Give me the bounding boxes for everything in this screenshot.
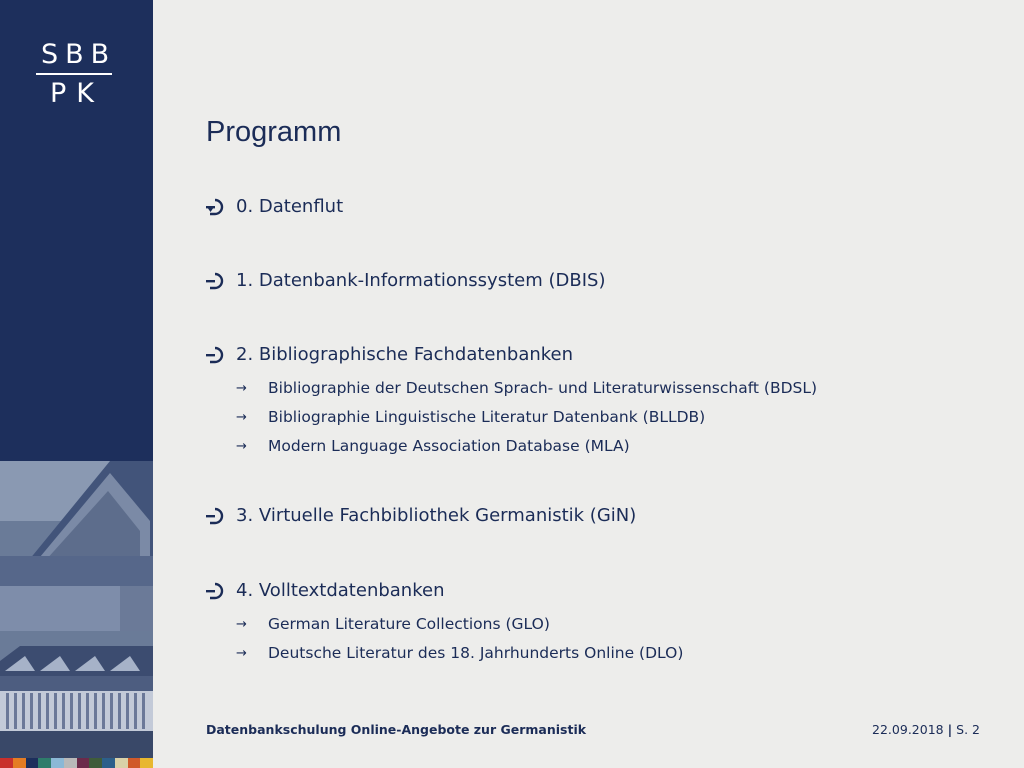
curved-arrow-icon <box>206 581 236 601</box>
logo-bottom-text: PK <box>50 78 104 109</box>
curved-arrow-icon <box>206 271 236 291</box>
arrow-right-icon: → <box>236 438 247 454</box>
logo-rule <box>36 73 112 75</box>
list-item-datenflut <box>206 196 343 217</box>
color-stripe-segment <box>128 758 141 768</box>
sub-item-label: Deutsche Literatur des 18. Jahrhunderts Online (DLO) <box>268 644 684 662</box>
sbb-pk-logo <box>36 39 117 109</box>
color-stripe-segment <box>77 758 90 768</box>
logo-top-text: SBB <box>41 39 117 70</box>
list-item-fachdatenbanken <box>206 344 573 365</box>
color-stripe-segment <box>0 758 13 768</box>
list-item-label: 4. Volltextdatenbanken <box>236 580 445 601</box>
sub-item-blldb <box>236 408 705 426</box>
curved-arrow-icon <box>206 506 236 526</box>
color-stripe-segment <box>102 758 115 768</box>
list-item-label: 0. Datenflut <box>236 196 344 217</box>
color-stripe-segment <box>89 758 102 768</box>
list-item-label: 2. Bibliographische Fachdatenbanken <box>236 344 574 365</box>
sub-item-dlo <box>236 644 683 662</box>
color-stripe-segment <box>140 758 153 768</box>
sub-item-label: Bibliographie der Deutschen Sprach- und Literaturwissenschaft (BDSL) <box>268 379 818 397</box>
sidebar <box>0 0 153 768</box>
list-item-volltext <box>206 580 444 601</box>
arrow-right-icon: → <box>236 380 247 396</box>
color-stripe-bar <box>0 758 153 768</box>
building-photo <box>0 461 153 758</box>
list-item-label: 1. Datenbank-Informationssystem (DBIS) <box>236 270 606 291</box>
footer-title: Datenbankschulung Online-Angebote zur Germanistik <box>206 722 587 737</box>
color-stripe-segment <box>38 758 51 768</box>
sub-item-label: Bibliographie Linguistische Literatur Datenbank (BLLDB) <box>268 408 706 426</box>
footer-date: 22.09.2018 <box>872 722 944 737</box>
arrow-right-icon: → <box>236 645 247 661</box>
arrow-right-icon: → <box>236 409 247 425</box>
color-stripe-segment <box>13 758 26 768</box>
footer-separator: | <box>947 722 953 737</box>
footer-page-number: S. 2 <box>956 722 980 737</box>
sub-item-bdsl <box>236 379 817 397</box>
color-stripe-segment <box>51 758 64 768</box>
color-stripe-segment <box>115 758 128 768</box>
color-stripe-segment <box>26 758 39 768</box>
building-illustration <box>0 461 153 758</box>
curved-arrow-icon <box>206 197 236 217</box>
slide-title: Programm <box>206 116 342 148</box>
sub-item-glo <box>236 615 550 633</box>
sub-item-label: German Literature Collections (GLO) <box>268 615 550 633</box>
footer-date-page <box>872 722 980 737</box>
arrow-right-icon: → <box>236 616 247 632</box>
sub-item-label: Modern Language Association Database (MLA) <box>268 437 630 455</box>
curved-arrow-icon <box>206 345 236 365</box>
color-stripe-segment <box>64 758 77 768</box>
sub-item-mla <box>236 437 630 455</box>
list-item-label: 3. Virtuelle Fachbibliothek Germanistik (GiN) <box>236 505 637 526</box>
list-item-dbis <box>206 270 605 291</box>
list-item-gin <box>206 505 636 526</box>
